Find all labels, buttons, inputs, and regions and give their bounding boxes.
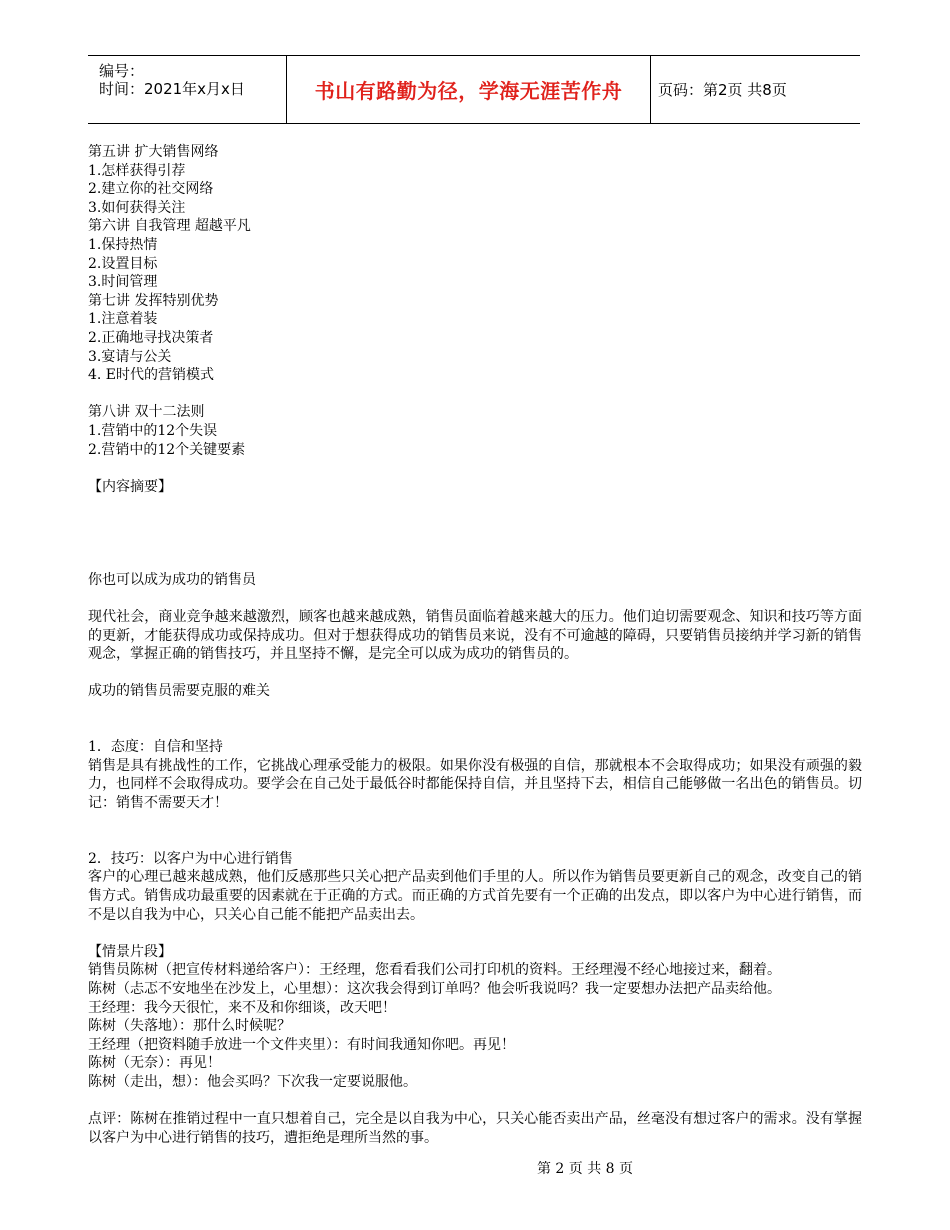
document-body [88,143,862,1147]
scene-line: 陈树（忐忑不安地坐在沙发上，心里想）：这次我会得到订单吗？他会听我说吗？我一定要想办法把产品卖给他。 [88,980,781,997]
scene-line: 陈树（无奈）：再见！ [88,1055,221,1072]
header-motto: 书山有路勤为径，学海无涯苦作舟 [314,79,623,103]
header-motto-cell [286,56,651,123]
document-number-label: 编号： [99,62,145,80]
header-page-cell [650,56,860,123]
toc-line: 3.时间管理 [88,274,158,291]
toc-line: 1.注意着装 [88,311,158,328]
point1-title: 1．态度：自信和坚持 [88,739,223,756]
scene-line: 销售员陈树（把宣传材料递给客户）：王经理，您看看我们公司打印机的资料。王经理漫不经心地接过来，翻着。 [88,962,781,979]
toc-line: 3.如何获得关注 [88,199,186,216]
document-time-label: 时间：2021年x月x日 [99,80,245,98]
header-page-info: 页码：第2页 共8页 [658,81,787,99]
scene-heading: 【情景片段】 [88,943,172,960]
section-title: 你也可以成为成功的销售员 [88,571,256,588]
point1-body: 销售是具有挑战性的工作，它挑战心理承受能力的极限。如果你没有极强的自信，那就根本不会取得成功；如果没有顽强的毅力，也同样不会取得成功。要学会在自己处于最低谷时都能保持自信，并且坚持下去，相信自己能够做一名出色的销售员。切记：销售不需要天才！ [88,757,862,811]
toc-line: 2.正确地寻找决策者 [88,329,214,346]
toc-line: 1.营销中的12个失误 [88,422,218,439]
toc-line: 1.保持热情 [88,236,158,253]
toc-line: 第七讲 发挥特别优势 [88,292,219,309]
footer-page-number: 第 2 页 共 8 页 [536,1161,634,1177]
toc-line: 第五讲 扩大销售网络 [88,144,219,160]
intro-paragraph: 现代社会，商业竞争越来越激烈，顾客也越来越成熟，销售员面临着越来越大的压力。他们迫切需要观念、知识和技巧等方面的更新，才能获得成功或保持成功。但对于想获得成功的销售员来说，没有不可逾越的障碍，只要销售员接纳并学习新的销售观念，掌握正确的销售技巧，并且坚持不懈，是完全可以成为成功的销售员的。 [88,609,862,663]
summary-heading: 【内容摘要】 [88,478,172,495]
header-meta-cell [88,56,286,123]
toc-line: 2.设置目标 [88,255,158,272]
toc-line: 第八讲 双十二法则 [88,404,205,421]
point2-body: 客户的心理已越来越成熟，他们反感那些只关心把产品卖到他们手里的人。所以作为销售员要更新自己的观念，改变自己的销售方式。销售成功最重要的因素就在于正确的方式。而正确的方式首先要有一个正确的出发点，即以客户为中心进行销售，而不是以自我为中心，只关心自己能不能把产品卖出去。 [88,869,862,923]
toc-line: 3.宴请与公关 [88,348,172,365]
point2-title: 2．技巧：以客户为中心进行销售 [88,850,293,867]
toc-line: 2.建立你的社交网络 [88,181,214,198]
page-footer [0,1158,950,1178]
toc-line: 4. E时代的营销模式 [88,367,215,384]
scene-line: 王经理：我今天很忙，来不及和你细谈，改天吧！ [88,999,396,1016]
scene-line: 陈树（走出，想）：他会买吗？下次我一定要说服他。 [88,1073,417,1090]
scene-line: 王经理（把资料随手放进一个文件夹里）：有时间我通知你吧。再见！ [88,1036,515,1053]
difficulties-title: 成功的销售员需要克服的难关 [88,683,270,700]
toc-line: 第六讲 自我管理 超越平凡 [88,218,251,235]
toc-line: 2.营销中的12个关键要素 [88,441,246,458]
toc-line: 1.怎样获得引荐 [88,162,186,179]
scene-line: 陈树（失落地）：那什么时候呢？ [88,1018,291,1035]
comment-paragraph: 点评：陈树在推销过程中一直只想着自己，完全是以自我为中心，只关心能否卖出产品，丝毫没有想过客户的需求。没有掌握以客户为中心进行销售的技巧，遭拒绝是理所当然的事。 [88,1111,862,1146]
page-header [88,55,860,124]
